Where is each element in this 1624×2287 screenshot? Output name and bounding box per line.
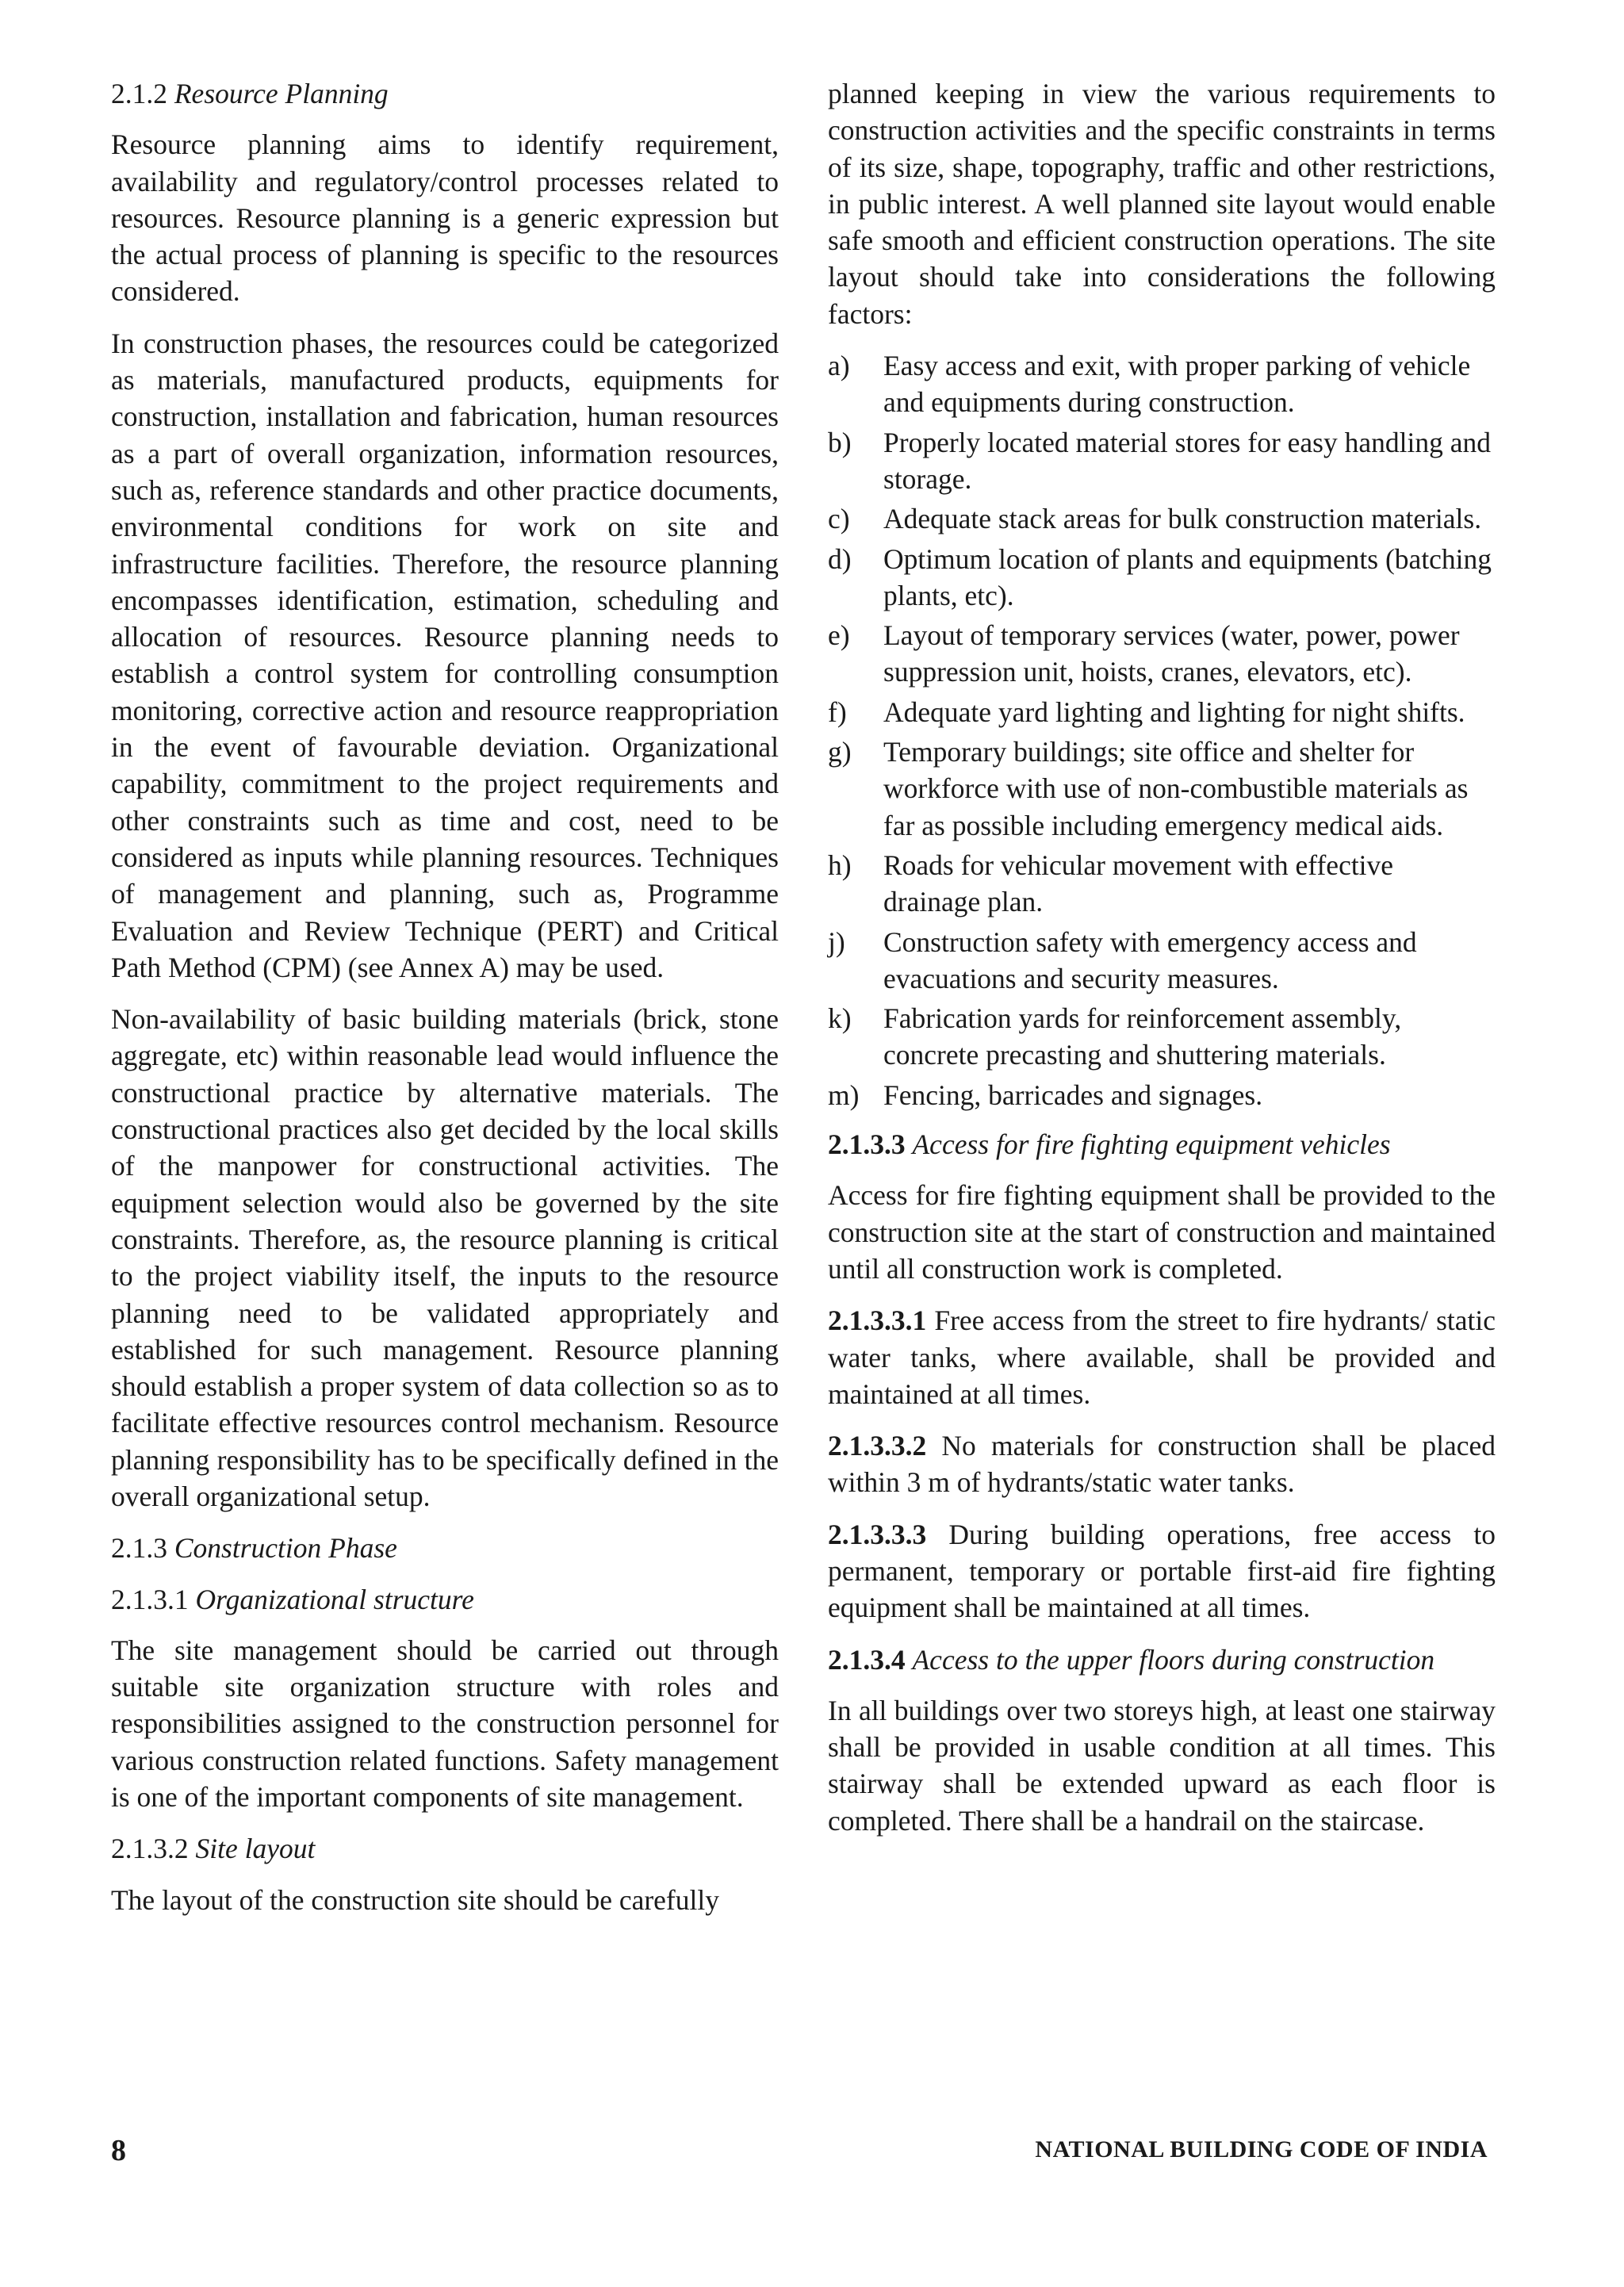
list-item-label: k) (828, 1002, 852, 1035)
list-item-text: Properly located material stores for easy handling and storage. (883, 426, 1491, 495)
subclause-paragraph (828, 1427, 1496, 1501)
subclause-paragraph (828, 1516, 1496, 1626)
list-item (828, 1000, 1496, 1074)
list-item-text: Optimum location of plants and equipments (batching plants, etc). (883, 542, 1492, 611)
page-number: 8 (111, 2134, 126, 2167)
list-item (828, 500, 1496, 537)
list-item-text: Adequate stack areas for bulk construction materials. (883, 503, 1482, 535)
list-item-text: Adequate yard lighting and lighting for night shifts. (883, 695, 1465, 728)
list-item-text: Roads for vehicular movement with effective drainage plan. (883, 849, 1394, 918)
list-item-label: b) (828, 426, 852, 458)
subclause-text: Free access from the street to fire hydrants/ static water tanks, where available, shall be provided and maintained at all times. (828, 1304, 1496, 1410)
list-item (828, 541, 1496, 615)
list-item (828, 847, 1496, 921)
paragraph: The layout of the construction site should be carefully (111, 1883, 719, 1916)
section-title: Construction Phase (174, 1532, 397, 1565)
section-number: 2.1.3.4 (828, 1643, 906, 1676)
page-footer (111, 2133, 1488, 2173)
right-column (828, 75, 1496, 1854)
section-title: Organizational structure (195, 1583, 474, 1615)
section-number: 2.1.3 (111, 1532, 167, 1565)
section-title: Access for fire fighting equipment vehicles (912, 1128, 1391, 1161)
list-item-label: j) (828, 925, 845, 958)
subclause-number: 2.1.3.3.1 (828, 1304, 927, 1337)
section-heading-upper-floors (828, 1642, 1496, 1678)
list-item-text: Easy access and exit, with proper parking of vehicle and equipments during construction. (883, 350, 1471, 419)
list-item-text: Fabrication yards for reinforcement assembly, concrete precasting and shuttering materials. (883, 1002, 1402, 1071)
list-item (828, 924, 1496, 998)
list-item-text: Layout of temporary services (water, power, power suppression unit, hoists, cranes, elevators, etc). (883, 619, 1460, 688)
subclause-text: During building operations, free access to permanent, temporary or portable first-aid fire fighting equipment shall be maintained at all times. (828, 1518, 1496, 1624)
list-item (828, 1077, 1496, 1113)
list-item (828, 694, 1496, 730)
section-heading-fire-access (828, 1126, 1496, 1163)
list-item-label: g) (828, 736, 852, 768)
list-item-text: Temporary buildings; site office and shelter for workforce with use of non-combustible materials as far as possible including emergency medical aids. (883, 736, 1469, 841)
subclause-paragraph (828, 1302, 1496, 1412)
list-item-label: d) (828, 542, 852, 575)
section-heading-site-layout (111, 1830, 779, 1867)
paragraph: In all buildings over two storeys high, at least one stairway shall be provided in usable condition at all times. This stairway shall be extended upward as each floor is completed. There shall be a handrail on the staircase. (828, 1694, 1496, 1837)
list-item-text: Construction safety with emergency access and evacuations and security measures. (883, 925, 1417, 994)
list-item-label: m) (828, 1078, 860, 1111)
paragraph: planned keeping in view the various requirements to construction activities and the specific constraints in terms of its size, shape, topography, traffic and other restrictions, in public interest. A well planned site layout would enable safe smooth and efficient construction operations. The site layout should take into considerations the following factors: (828, 78, 1496, 330)
list-item-label: f) (828, 695, 847, 728)
list-item-text: Fencing, barricades and signages. (883, 1078, 1263, 1111)
section-number: 2.1.3.1 (111, 1583, 189, 1615)
section-number: 2.1.3.3 (828, 1128, 906, 1161)
site-layout-factor-list (828, 347, 1496, 1113)
paragraph: The site management should be carried out through suitable site organization structure with roles and responsibilities assigned to the construction personnel for various construction related functions. Safety management is one of the important components of site management. (111, 1634, 779, 1814)
paragraph: In construction phases, the resources could be categorized as materials, manufactured products, equipments for construction, installation and fabrication, human resources as a part of overall organization, information resources, such as, reference standards and other practice documents, environmental conditions for work on site and infrastructure facilities. Therefore, the resource planning encompasses identification, estimation, scheduling and allocation of resources. Resource planning needs to establish a control system for controlling consumption monitoring, corrective action and resource reappropriation in the event of favourable deviation. Organizational capability, commitment to the project requirements and other constraints such as time and cost, need to be considered as inputs while planning resources. Techniques of management and planning, such as, Programme Evaluation and Review Technique (PERT) and Critical Path Method (CPM) (see Annex A) may be used. (111, 327, 779, 983)
list-item (828, 424, 1496, 498)
section-title: Access to the upper floors during construction (912, 1643, 1435, 1676)
subclause-number: 2.1.3.3.3 (828, 1518, 927, 1550)
paragraph: Non-availability of basic building materials (brick, stone aggregate, etc) within reasonable lead would influence the constructional practice by alternative materials. The constructional practices also get decided by the local skills of the manpower for constructional activities. The equipment selection would also be governed by the site constraints. Therefore, as, the resource planning is critical to the project viability itself, the inputs to the resource planning need to be validated appropriately and established for such management. Resource planning should establish a proper system of data collection so as to facilitate effective resources control mechanism. Resource planning responsibility has to be specifically defined in the overall organizational setup. (111, 1003, 779, 1512)
section-number: 2.1.3.2 (111, 1833, 189, 1865)
paragraph: Access for fire fighting equipment shall be provided to the construction site at the start of construction and maintained until all construction work is completed. (828, 1179, 1496, 1285)
list-item (828, 617, 1496, 691)
section-title: Resource Planning (174, 78, 389, 109)
list-item-label: a) (828, 350, 850, 382)
list-item-label: e) (828, 619, 850, 652)
running-title: NATIONAL BUILDING CODE OF INDIA (1035, 2136, 1488, 2162)
section-title: Site layout (195, 1833, 316, 1865)
list-item (828, 734, 1496, 844)
left-column (111, 75, 779, 1933)
paragraph: Resource planning aims to identify requirement, availability and regulatory/control processes related to resources. Resource planning is a generic expression but the actual process of planning is specific to the resources considered. (111, 128, 779, 308)
section-heading-resource-planning (111, 75, 779, 112)
subclause-number: 2.1.3.3.2 (828, 1430, 927, 1462)
list-item-label: c) (828, 503, 850, 535)
section-heading-construction-phase (111, 1530, 779, 1566)
section-heading-organizational-structure (111, 1581, 779, 1618)
subclause-text: No materials for construction shall be placed within 3 m of hydrants/static water tanks. (828, 1430, 1496, 1499)
list-item (828, 347, 1496, 421)
list-item-label: h) (828, 849, 852, 881)
section-number: 2.1.2 (111, 78, 167, 109)
